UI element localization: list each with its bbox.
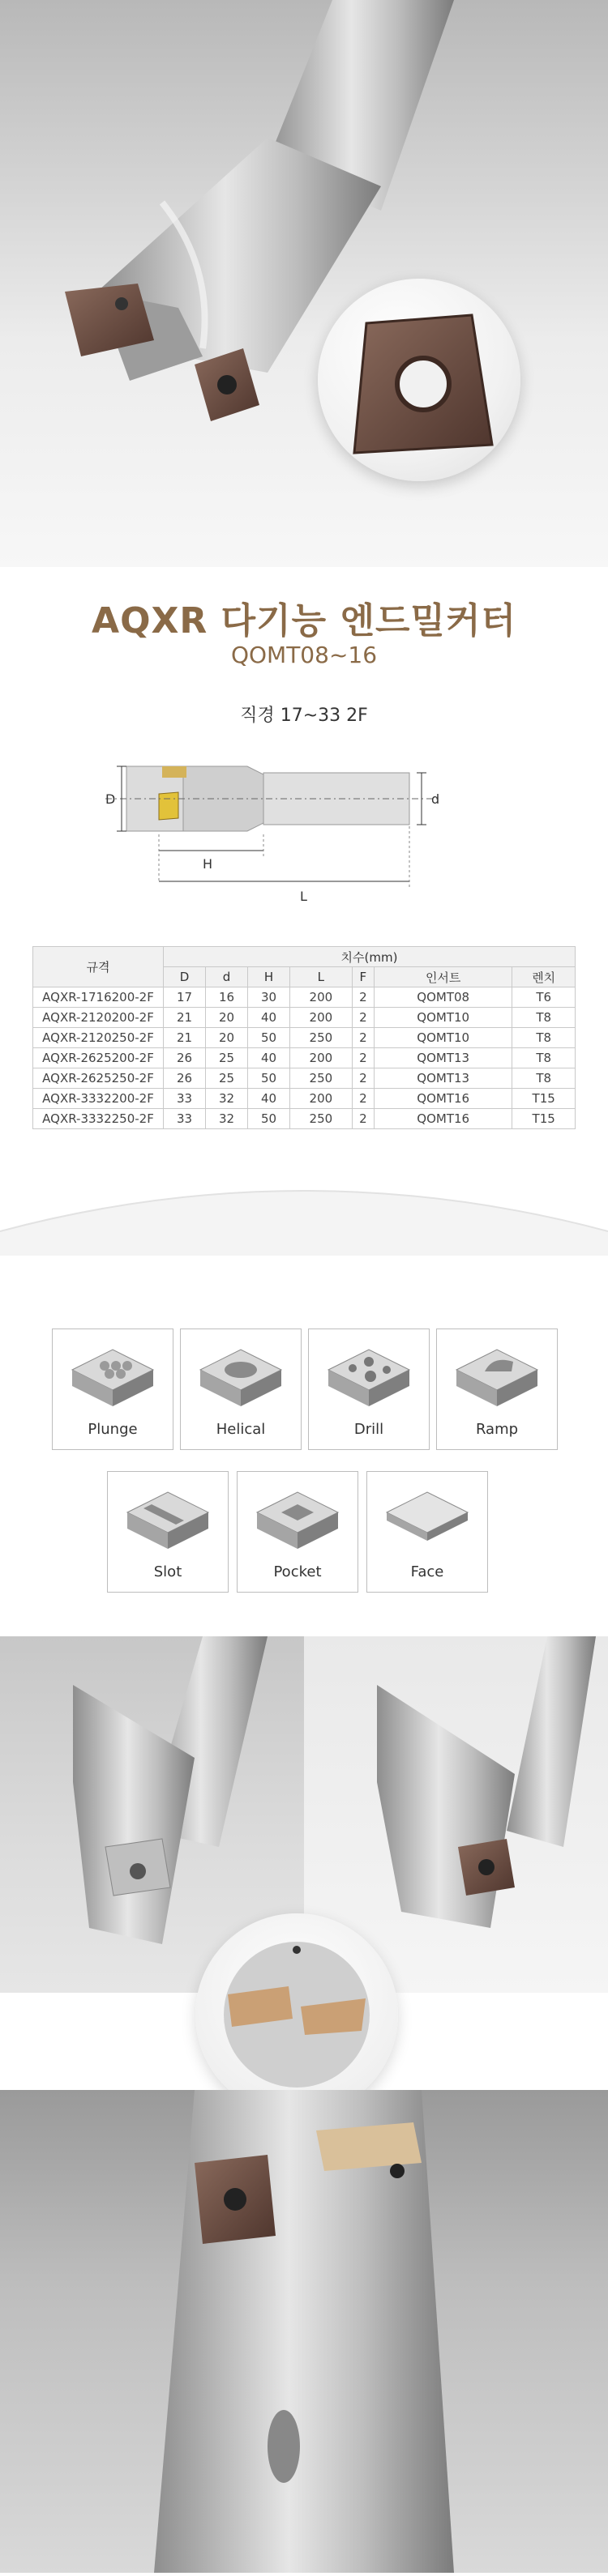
page-title: AQXR 다기능 엔드밀커터 — [92, 600, 516, 642]
table-row — [33, 1089, 576, 1109]
table-row — [33, 1109, 576, 1129]
table-row — [33, 1028, 576, 1048]
cell-F: 2 — [352, 1109, 374, 1129]
operation-card-drill — [308, 1329, 430, 1450]
cell-insert: QOMT13 — [375, 1068, 512, 1089]
cell-F: 2 — [352, 987, 374, 1008]
operation-label: Plunge — [88, 1421, 138, 1438]
cell-wrench: T15 — [512, 1089, 576, 1109]
table-row — [33, 1008, 576, 1028]
cell-wrench: T8 — [512, 1028, 576, 1048]
cell-insert: QOMT08 — [375, 987, 512, 1008]
cell-model: AQXR-2120250-2F — [33, 1028, 164, 1048]
label-D: D — [105, 791, 116, 807]
plunge-icon — [64, 1337, 161, 1410]
cell-model: AQXR-2625250-2F — [33, 1068, 164, 1089]
hero-product-photo — [0, 0, 608, 567]
cell-wrench: T8 — [512, 1008, 576, 1028]
cell-model: AQXR-1716200-2F — [33, 987, 164, 1008]
cell-H: 30 — [248, 987, 290, 1008]
pocket-icon — [249, 1480, 346, 1553]
cell-H: 40 — [248, 1008, 290, 1028]
cell-d: 32 — [206, 1089, 248, 1109]
cell-D: 33 — [164, 1109, 206, 1129]
insert-closeup-icon — [195, 1913, 398, 2116]
operation-label: Drill — [353, 1421, 384, 1438]
table-row — [33, 1068, 576, 1089]
cell-L: 250 — [290, 1068, 353, 1089]
cell-insert: QOMT16 — [375, 1109, 512, 1129]
operations-grid — [0, 1329, 608, 1580]
cell-model: AQXR-3332250-2F — [33, 1109, 164, 1129]
operation-label: Face — [410, 1563, 444, 1580]
cell-H: 40 — [248, 1048, 290, 1068]
section-divider-curve — [0, 1158, 608, 1256]
slot-icon — [119, 1480, 216, 1553]
dims-header: 치수(mm) — [164, 947, 576, 967]
cell-d: 25 — [206, 1068, 248, 1089]
operation-card-helical — [180, 1329, 302, 1450]
spec-header: 규격 — [33, 947, 164, 987]
dimension-diagram — [97, 745, 519, 915]
helical-icon — [192, 1337, 289, 1410]
cell-wrench: T6 — [512, 987, 576, 1008]
cell-D: 26 — [164, 1048, 206, 1068]
operation-card-plunge — [52, 1329, 173, 1450]
drill-icon — [320, 1337, 417, 1410]
label-L: L — [300, 889, 307, 904]
cell-d: 20 — [206, 1028, 248, 1048]
end-mill-photo-bottom — [0, 2090, 608, 2573]
cell-model: AQXR-2625200-2F — [33, 1048, 164, 1068]
cell-F: 2 — [352, 1048, 374, 1068]
cell-H: 50 — [248, 1109, 290, 1129]
face-icon — [379, 1480, 476, 1553]
cell-D: 33 — [164, 1089, 206, 1109]
cell-D: 21 — [164, 1008, 206, 1028]
cell-F: 2 — [352, 1008, 374, 1028]
operation-card-face — [366, 1471, 488, 1593]
operation-card-pocket — [237, 1471, 358, 1593]
cell-H: 40 — [248, 1089, 290, 1109]
cell-wrench: T8 — [512, 1048, 576, 1068]
cell-F: 2 — [352, 1068, 374, 1089]
cell-F: 2 — [352, 1028, 374, 1048]
cell-L: 250 — [290, 1109, 353, 1129]
insert-closeup-circle — [195, 1913, 398, 2116]
cell-d: 16 — [206, 987, 248, 1008]
cell-L: 200 — [290, 1048, 353, 1068]
cell-L: 200 — [290, 1008, 353, 1028]
cell-d: 20 — [206, 1008, 248, 1028]
cell-d: 25 — [206, 1048, 248, 1068]
operation-card-ramp — [436, 1329, 558, 1450]
cell-model: AQXR-2120200-2F — [33, 1008, 164, 1028]
operation-label: Ramp — [475, 1421, 519, 1438]
label-d: d — [431, 791, 440, 807]
col-d: d — [206, 967, 248, 987]
cell-H: 50 — [248, 1068, 290, 1089]
diameter-spec: 직경 17~33 2F — [240, 706, 368, 726]
operation-label: Slot — [153, 1563, 182, 1580]
cell-L: 200 — [290, 987, 353, 1008]
cell-wrench: T8 — [512, 1068, 576, 1089]
product-photo-bottom — [0, 2090, 608, 2573]
cell-D: 26 — [164, 1068, 206, 1089]
cell-F: 2 — [352, 1089, 374, 1109]
col-D: D — [164, 967, 206, 987]
cell-D: 21 — [164, 1028, 206, 1048]
insert-icon — [318, 279, 520, 481]
ramp-icon — [448, 1337, 546, 1410]
cell-wrench: T15 — [512, 1109, 576, 1129]
cell-insert: QOMT10 — [375, 1028, 512, 1048]
cell-H: 50 — [248, 1028, 290, 1048]
cell-insert: QOMT16 — [375, 1089, 512, 1109]
cell-d: 32 — [206, 1109, 248, 1129]
col-wrench: 렌치 — [512, 967, 576, 987]
col-F: F — [352, 967, 374, 987]
cell-insert: QOMT13 — [375, 1048, 512, 1068]
cell-D: 17 — [164, 987, 206, 1008]
label-H: H — [203, 856, 213, 872]
cell-L: 200 — [290, 1089, 353, 1109]
page-subtitle: QOMT08~16 — [230, 642, 378, 668]
col-H: H — [248, 967, 290, 987]
cell-model: AQXR-3332200-2F — [33, 1089, 164, 1109]
table-row — [33, 1048, 576, 1068]
product-photo-gallery — [0, 1636, 608, 2573]
operation-card-slot — [107, 1471, 229, 1593]
operation-label: Helical — [216, 1421, 266, 1438]
cell-L: 250 — [290, 1028, 353, 1048]
table-row — [33, 987, 576, 1008]
cell-insert: QOMT10 — [375, 1008, 512, 1028]
operation-label: Pocket — [273, 1563, 322, 1580]
col-L: L — [290, 967, 353, 987]
insert-detail-circle — [318, 279, 520, 481]
spec-table — [32, 946, 576, 1129]
col-insert: 인서트 — [375, 967, 512, 987]
